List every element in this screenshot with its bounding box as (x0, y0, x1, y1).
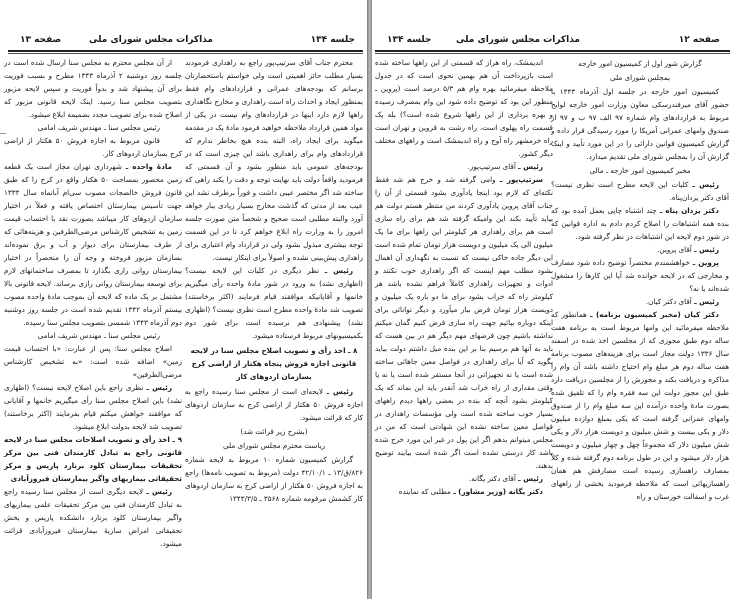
speaker-name: رئیس ـ (146, 383, 173, 392)
header-title: مذاکرات مجلس شورای ملی (455, 35, 580, 45)
speaker-paragraph (551, 178, 729, 204)
speaker-paragraph (375, 485, 553, 498)
paragraph-text: ۹ ـ اخذ رأی و تصویب اصلاحات مجلس سنا در لایحه قانونی راجع به تبادل کارمندان فنی بین مرکز تحقیقات بیمارستان کلود برنارد پاریس و مرکز تحقیقاتی بیماریهای واگیر بیمارستان فیروزآبادی (4, 435, 182, 483)
session-number: جلسه ۱۳۴ (387, 35, 432, 45)
paragraph-text: شهرداری تهران مجاز است یک قطعه زمین محصور بمساحت ۵۰ هکتار واقع در کرج را که طبق قانون فروش خالصجات مصوب سی‌ام آبانماه سال ۱۳۳۴ جهت تأسیس بیمارستان اختصاص یافته و فعلاً در اختیار سازمان اردوهای کار میباشد بصورت نقد با احتساب قیمت زمین به تشخیص کارشناس مرضی‌الطرفین و هزینه‌هائی که از طرف بیمارستان برای دیوار و آب و برق نموده‌اند بسازمان مزبور فروخته و وجه آن را منحصراً در اختیار بیمارستان روانی رازی بگذارد تا بمصرف ساختمانهای لازم برای توسعه بیمارستان روانی رازی برساند. لایحه قانونی بالا مشتمل بر یک ماده که لایحه آن بموجب مادهٔ واحده مصوب بیستم آذرماه ۱۳۴۲ تقدیم شده است در جلسه روز دوشنبه دوم آذرماه ۱۳۴۳ شمسی بتصویب مجلس سنا رسیده. (4, 162, 183, 327)
paragraph (185, 425, 363, 438)
paragraph-text: اصلاح مجلس سنا: پس از عبارت: «با احتساب قیمت زمین» اضافه شده است: «به تشخیص کارشناس مرضی‌الطرفین» (4, 344, 182, 379)
paragraph (551, 85, 729, 163)
page-header (8, 35, 363, 49)
text-column (375, 56, 553, 498)
page-number: صفحه ۱۲ (678, 35, 720, 45)
paragraph (4, 342, 182, 381)
speaker-paragraph (551, 204, 729, 243)
paragraph-text: رئیس مجلس سنا ـ مهندس شریف امامی (37, 331, 160, 340)
speaker-paragraph (551, 308, 729, 503)
speaker-paragraph (185, 264, 363, 342)
paragraph-text: چند اشتباه چاپی بعمل آمده بود که بنده همه اشتباهات را اصلاح کردم دادم به اداره قوانین که در شور دوم لایحه این اشتباهات در نظر گرفته شود. (551, 206, 729, 241)
page-number: صفحه ۱۳ (20, 35, 62, 45)
speaker-paragraph (551, 243, 729, 256)
paragraph-text: کمیسیون امور خارجه در جلسه اول آذرماه ۱۳۴۳ با حضور آقای میرفندرسکی معاون وزارت امور خارجه لوایح مربوط به قراردادهای وام شماره ۹۷ الف ۹۷ ب و ۹۷ از صندوق وامهای عمرانی آمریکا را مورد رسیدگی قرار داده و گزارش کمیسیون قوانین دارائی را در این مورد تأیید و اینک گزارش آن را بمجلس شورای ملی تقدیم میدارد. (551, 87, 729, 161)
paragraph (185, 56, 363, 264)
paragraph (551, 164, 729, 177)
text-column (551, 56, 729, 503)
paragraph (4, 134, 182, 160)
speaker-paragraph (551, 295, 729, 308)
paragraph-text: گزارش کمیسیون شماره ۱۰ مربوط به لایحه شماره ۸۲۶/ق/۱۳ ـ ۴۲/۱۰/۱ دولت (مربوط به تصویب نامه‌ها) راجع به اجازه فروش ۵۰ هکتار از اراضی کرج به سازمان اردوهای کار کشمش مرقومه شماره ۳۵۶۸ ـ ۱۳۴۳/۳/۵ (185, 455, 363, 503)
speaker-paragraph (4, 381, 182, 433)
paragraph-text: ۸ ـ اخذ رأی و تصویب اصلاح مجلس سنا در لایحه قانونی اجازه فروش پنجاه هکتار از اراضی کرج بسازمان اردوهای کار (190, 346, 358, 381)
speaker-paragraph (375, 173, 553, 472)
paragraph-text: ریاست محترم مجلس شورای ملی (222, 441, 326, 450)
speaker-name: دکتر کیان (مخبر کمیسیون برنامه) ـ (590, 310, 719, 319)
speaker-paragraph (4, 160, 182, 329)
scan-mark (0, 133, 6, 134)
speaker-name: رئیس ـ (518, 474, 543, 483)
paragraph-text: وامی گرفته شد و خرج هم شد فقط نکته‌ای که لازم بود اینجا یادآوری بشود قسمتی از آن را جناب آقای پروین یادآوری کردند من منتظر هستم دولت هم بیاید تأیید بکند این وامیکه گرفته شد هم برای راه سازی است هم برای راهداری هر کیلومتر این راهها برای ما یک میلیون الی یک میلیون و دویست هزار تومان تمام شده است این دیگر جاده خاکی نیست که نسبت به نگهداری آن اهمال بشود مطلب مهم اینست که اگر راهداری خوب نکنند و ادوات و تجهیزات راهداری کاملاً فراهم نشده باشد هر کیلومتر راه که خراب بشود برای ما دو باره یک میلیون و دویست هزار تومان قرض ببار میآورد و دیگر توانائی برای اینکه دوباره بیائیم جهت راه سازی قرض کنیم گمان میکنم نداشته باشیم چون قرضهای مهم دیگر هم در بین هست که باید به آنها هم برسیم بنا بر این بنده میل داشتم دولت بیاید بگوید که آیا برای راهداری در فواصل معین جاهائی ساخته شده است یا نه تجهیزاتی در آنجا مستقر شده است یا نه یا وقتی مقداری از راه خراب شد آنقدر باید این بماند که یک کیلومتر بشود آنچه که بنده در بعضی راهها دیدم راههای بسیار خوب ساخته شده است ولی مؤسسات راهداری در فواصل معین ساخته نشده این شهادتی است که من در مجلس میتوانم بدهم اگر این پول در غیر این مورد خرج شده باشد کار درستی نشده است اگر شده است بیایند توضیح بدهند. (375, 175, 553, 470)
header-title: مذاکرات مجلس شورای ملی (88, 35, 213, 45)
paragraph-text: لایحه دیگری است از مجلس سنا رسیده راجع به تبادل کارمندان فنی بین مرکز تحقیقات علمی بیماریهای واگیر بیمارستان کلود برنارد دانشکده پاریس و بخش تحقیقاتی امراض ساریهٔ بیمارستان فیروزآبادی قرائت میشود. (4, 487, 182, 548)
speaker-paragraph (375, 160, 553, 173)
right-page (367, 0, 734, 599)
paragraph-text: گزارش شور اول از کمیسیون امور خارجه (578, 59, 702, 68)
speaker-name: دکتر یگانه (وزیر مشاور) ـ (453, 487, 543, 496)
paragraph (4, 121, 182, 134)
paragraph-text: بمجلس شورای ملی (610, 73, 670, 82)
section-heading (4, 433, 182, 485)
speaker-name: پروین ـ (692, 258, 719, 267)
paragraph-text: همانطور که ملاحظه میفرمائید این وامها مربوط است به برنامه هفت ساله دوم طبق مجوزی که از مجلسین اخذ شده در اسفند سال ۱۳۳۶ دولت مجاز است برای هزینه‌های مصوب برنامه هفت ساله دوم هر مبلغ وام احتیاج داشته باشد آن وام را مذاکره و دریافت بکند و مجوزش را از مجلسین دریافت دارد طبق این مجوز دولت این سه فقره وام را که تلفیق شده بصورت مادهٔ واحده درآمده این سه مبلغ وام را از صندوق وامهای عمرانی گرفته است که یکی بمبلغ دوازده میلیون دلار و یکی بیست و شش میلیون و دویست هزار دلار و یکی شش میلیون دلار که مجموعاً چهل و چهار میلیون و دویست هزار دلار میشود و این در طول برنامه دوم گرفته شده و کلاً بمصارف راهسازی رسیده است مصارفش هم همان راهسازیهائی است که ملاحظه فرمودید بخشی از راههای غرب و اسفالت خوزستان و راه (551, 310, 729, 501)
paragraph (4, 56, 182, 121)
paragraph (185, 453, 363, 505)
paragraph-text: کلیات این لایحه مطرح است نظری نیست؟ آقای دکتر یزدان‌پناه. (551, 180, 729, 202)
paragraph-text: از آن مجلس محترم به مجلس سنا ارسال شده است در جلسه روز دوشنبه ۲ آذرماه ۱۳۴۳ مطرح و بسبب فوریت برای آن پیشنهاد شد و بدواً فوریت و سپس لایحه مزبور بتصویب مجلس سنا رسید. اینک لایحه قانونی مزبور که اصلاح شده برای تصویب مجدد بضمیمه ابلاغ میشود. (4, 58, 182, 119)
session-number: جلسه ۱۳۴ (310, 35, 355, 45)
speaker-name: رئیس ـ (692, 180, 719, 189)
page-header (375, 35, 730, 49)
speaker-paragraph (551, 256, 729, 295)
paragraph-text: نظری راجع باین اصلاح لایحه نیست؟ (اظهاری نشد) باین اصلاح مجلس سنا رأی میگیریم خانمها و آقایانی که موافقند خواهش میکنم قیام بفرمایند (اکثر برخاستند) تصویب شد لایحه بدولت ابلاغ میشود. (4, 383, 182, 431)
text-column (4, 56, 182, 550)
speaker-name: مادهٔ واحده ـ (125, 162, 172, 171)
paragraph (375, 56, 553, 160)
speaker-name: رئیس ـ (146, 487, 172, 496)
speaker-name: دکتر یزدان پناه ـ (659, 206, 719, 215)
speaker-paragraph (4, 485, 182, 550)
paragraph-text: لایحه‌ای است از مجلس سنا رسیده راجع به اجازه فروش ۵۰ هکتار از اراضی کرج به سازمان اردوهای کار که قرائت میشود. (185, 387, 363, 422)
header-rule-thin (375, 53, 730, 54)
paragraph-text: آقای سرتیپ‌پور. (467, 162, 516, 171)
paragraph (4, 329, 182, 342)
speaker-name: رئیس ـ (518, 162, 543, 171)
paragraph-text: رئیس مجلس سنا ـ مهندس شریف امامی (37, 123, 160, 132)
speaker-paragraph (185, 385, 363, 424)
speaker-paragraph (375, 472, 553, 485)
paragraph (185, 439, 363, 452)
paragraph-text: نظر دیگری در کلیات این لایحه نیست؟ (اظهاری نشد) به ورود در شور مادهٔ واحده رأی میگیریم خانمها و آقایانیکه موافقند قیام فرمایند (اکثر برخاستند) تصویب شد مادهٔ واحده مطرح است نظری نیست؟ (اظهاری نشد) پیشنهادی هم نرسیده است برای شور دوم بکمیسیونهای مربوط فرستاده میشود. (185, 266, 363, 340)
section-heading (185, 344, 363, 383)
speaker-name: رئیس ـ (326, 387, 353, 396)
paragraph-text: آقای دکتر کیان. (645, 297, 692, 306)
paragraph-text: خواهشمندم مختصراً توضیح داده شود مصارف و مخارجی که در لایحه خوانده شد آیا این کارها را مشغول شده‌اند یا نه؟ (551, 258, 729, 293)
paragraph (551, 71, 729, 84)
speaker-name: رئیس ـ (694, 297, 719, 306)
paragraph-text: آقای دکتر یگانه. (468, 474, 516, 483)
header-rule (8, 50, 363, 52)
header-rule (375, 50, 730, 52)
paragraph-text: مخبر کمیسیون امور خارجه ـ مالی (589, 166, 691, 175)
paragraph-text: قانون مربوط به اجازه فروش ۵۰ هکتار از اراضی کرج بسازمان اردوهای کار. (4, 136, 182, 158)
paragraph-text: اندیمشک، راه هراز که قسمتی از این راهها ساخته شده است بازپرداخت آن هم بهمین نحوی است که در جدول ملاحظه میفرمائید بهره وام هم ۵/۳ درصد است (پروین ـ منظور این بود که توضیح داده شود این وام بمصرف رسیده و بهره برداری از این راهها شروع شده است؟) بله یک قسمت راه پهلوی است، راه رشت به قزوین و تهران است راه خرمشهر راه آوج و راه اندیمشک است و راههای مختلف دیگر کشور. (375, 58, 553, 158)
speaker-name: رئیس ـ (694, 245, 719, 254)
text-column (185, 56, 363, 505)
header-rule-thin (8, 53, 363, 54)
paragraph-text: محترم جناب آقای سرتیپ‌پور راجع به راهداری فرمودند بسیار مطلب حائز اهمیتی است ولی خواستم باستحضارتان برسانم که بودجه‌های عمرانی و قراردادهای وام فقط بمنظور ایجاد و احداث راه است راهداری و مخارج نگاهداری راهها لازم دارد اینها در قراردادهای وام نیست در یکی از مواد همین قرارداد ملاحظه خواهید فرمود مادهٔ یک در مقدمه میگوید برای ایجاد راه، البته بنده هیچ بخاطر ندارم که قراردادهای وام برای راهداری باشد این چیزی است که در بودجه‌های عمومی باید منظور بشود و آن قسمتی که فرمودید واقعاً دولت باید نهایت توجه و دقت را بکند راهی که ساخته شد اگر مختصر عیبی داشت و فوراً برطرف نشد این عیب بعد از مدتی که گذشت مخارج بسیار زیادی ببار خواهد آورد والبته مطلبی است صحیح و شخصاً متن صورت جلسه امروز را به وزارت راه ابلاغ خواهم کرد تا در این قسمت توجه بیشتری مبذول بشود ولی در قرارداد وام اعتباری برای راهداری پیش‌بینی نشده و اصولاً برای اینکار نیست. (185, 58, 363, 262)
paragraph (551, 57, 729, 70)
paragraph-text: آقای پروین. (657, 245, 692, 254)
speaker-name: رئیس ـ (324, 266, 353, 275)
paragraph-text: (بشرح زیر قرائت شد) (240, 427, 308, 436)
paragraph-text: مطلبی که نماینده (398, 487, 451, 496)
speaker-name: سرتیپ‌پور ـ (499, 175, 543, 184)
